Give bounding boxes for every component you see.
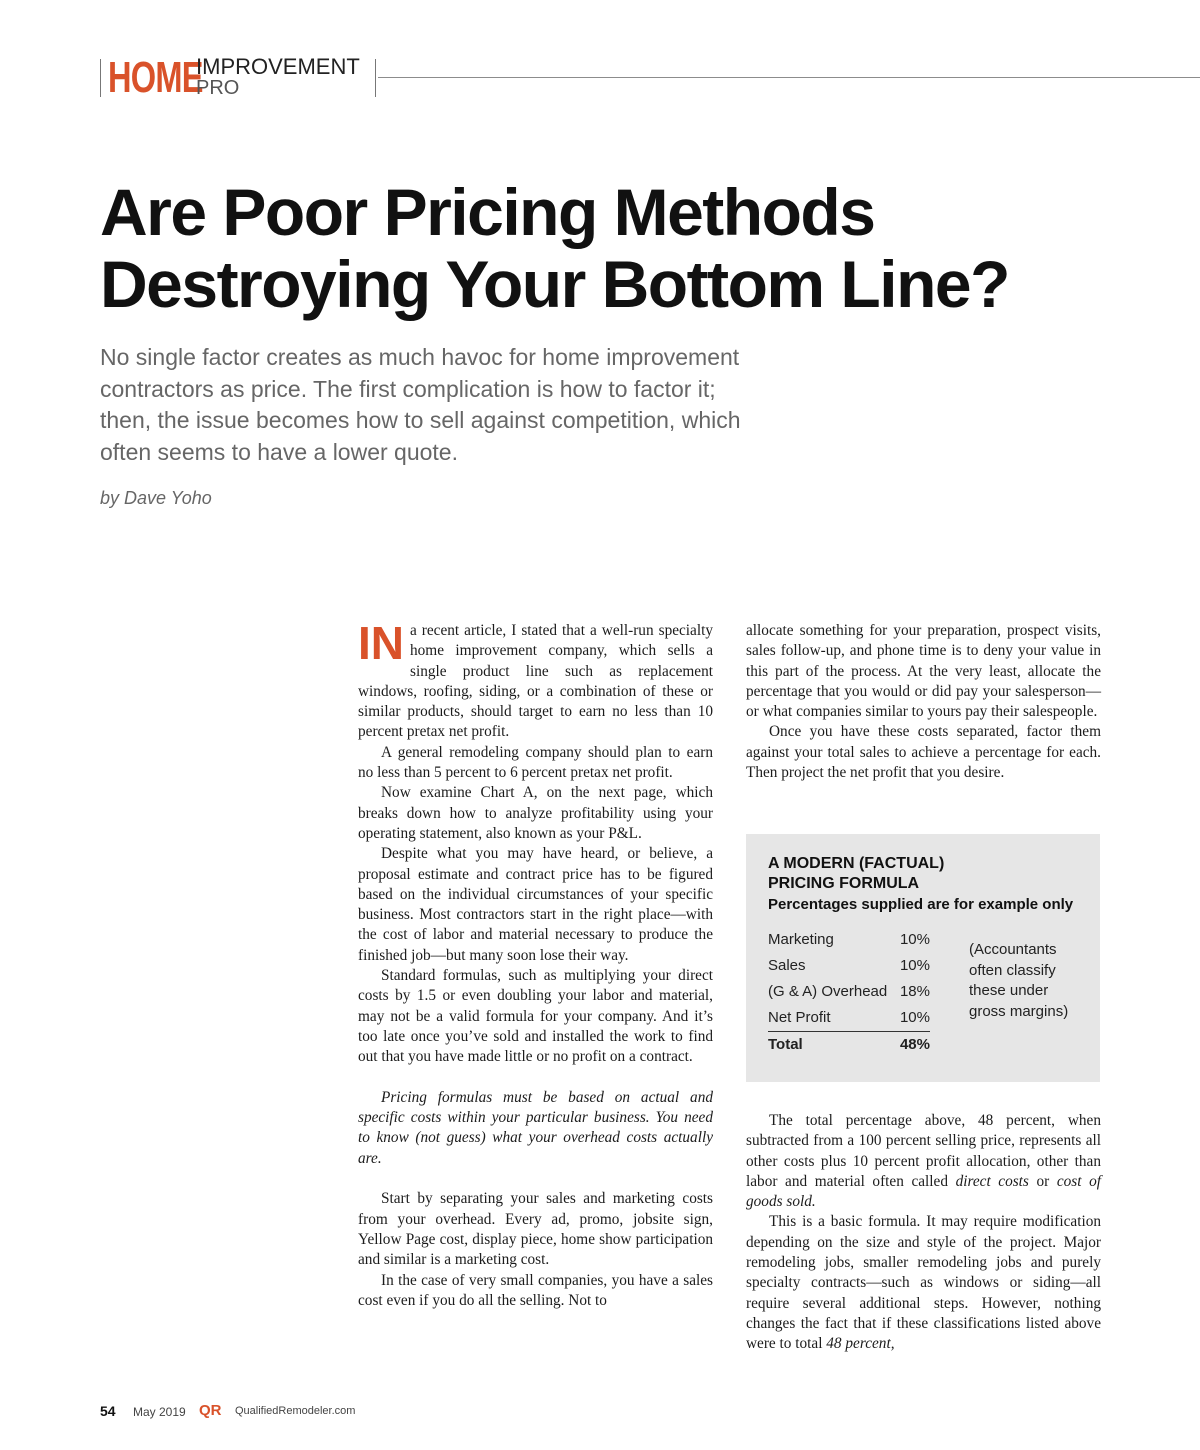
row-value: 10% xyxy=(899,931,930,948)
emphasis-text: cost of goods sold. xyxy=(746,1172,1101,1211)
dek-line: then, the issue becomes how to sell against competition, which xyxy=(100,407,741,433)
issue-date: May 2019 xyxy=(133,1405,186,1419)
paragraph-text: or xyxy=(1028,1172,1057,1190)
byline: by Dave Yoho xyxy=(100,488,212,508)
dek-line: often seems to have a lower quote. xyxy=(100,438,458,465)
body-paragraph: Standard formulas, such as multiplying your direct costs by 1.5 or even doubling your labor and material, may not be a valid formula for your company. And it’s too late once you’ve sold and installed the work to find out that you have made little or no profit on a contract. xyxy=(358,967,713,1066)
header-divider-left xyxy=(100,59,101,97)
title-line: Are Poor Pricing Methods xyxy=(100,175,875,249)
body-paragraph xyxy=(746,1111,1101,1212)
formula-row xyxy=(768,927,930,953)
box-subheading: Percentages supplied are for example only xyxy=(768,896,1074,913)
paragraph-text: The total percentage above, 48 percent, when subtracted from a 100 percent selling price, represents all other costs plus 10 percent profit allocation, other than labor and material often called xyxy=(746,1112,1101,1190)
box-heading-line: PRICING FORMULA xyxy=(768,875,920,892)
body-paragraph: A general remodeling company should plan to earn no less than 5 percent to 6 percent pretax net profit. xyxy=(358,743,713,782)
dek-line: contractors as price. The first complication is how to factor it; xyxy=(100,375,716,402)
pricing-formula-box xyxy=(746,834,1100,1082)
row-value: 10% xyxy=(899,957,930,974)
body-column-right-top xyxy=(746,621,1101,783)
pull-quote: Pricing formulas must be based on actual and specific costs within your particular business. You need to know (not guess) what your overhead costs actually are. xyxy=(358,1088,713,1167)
body-paragraph xyxy=(358,617,713,743)
row-value: 18% xyxy=(899,983,930,1000)
formula-total-row xyxy=(768,1031,930,1058)
drop-cap: IN xyxy=(358,617,404,669)
magazine-header xyxy=(0,55,1200,101)
body-column-right-bottom xyxy=(746,1111,1101,1355)
body-paragraph: Despite what you may have heard, or believe, a proposal estimate and contract price has to be figured based on the individual circumstances of your specific business. Most contractors start in the right place—with the cost of labor and material necessary to produce the finished job—but many soon lose their way. xyxy=(358,845,713,964)
article-title xyxy=(100,176,1150,320)
row-label: Sales xyxy=(768,957,806,974)
emphasis-text: direct costs xyxy=(955,1172,1029,1190)
row-label: Net Profit xyxy=(768,1009,831,1026)
header-divider-right xyxy=(375,59,376,97)
body-paragraph: Start by separating your sales and marketing costs from your overhead. Every ad, promo, jobsite sign, Yellow Page cost, display piece, home show participation and similar is a marketing cost. xyxy=(358,1190,713,1269)
body-paragraph xyxy=(746,1212,1101,1354)
body-paragraph: In the case of very small companies, you have a sales cost even if you do all the selling. Not to xyxy=(358,1271,713,1309)
row-label: (G & A) Overhead xyxy=(768,983,888,1000)
title-line: Destroying Your Bottom Line? xyxy=(100,247,1009,321)
logo-improvement-text: IMPROVEMENT xyxy=(196,54,360,79)
total-label: Total xyxy=(768,1036,803,1053)
website-link[interactable]: QualifiedRemodeler.com xyxy=(235,1405,356,1417)
formula-row xyxy=(768,1005,930,1031)
box-note: (Accountants often classify these under gross margins) xyxy=(969,941,1069,1020)
article-dek xyxy=(100,342,780,468)
formula-row xyxy=(768,953,930,979)
row-label: Marketing xyxy=(768,931,834,948)
emphasis-text: 48 percent, xyxy=(826,1335,895,1353)
box-heading-line: A MODERN (FACTUAL) xyxy=(768,855,945,872)
brand-mark: QR xyxy=(199,1402,222,1419)
header-rule xyxy=(378,77,1200,78)
body-column-left xyxy=(358,617,713,1311)
body-paragraph: Now examine Chart A, on the next page, which breaks down how to analyze profitability using your operating statement, also known as your P&L. xyxy=(358,784,713,842)
body-paragraph: Once you have these costs separated, factor them against your total sales to achieve a percentage for each. Then project the net profit that you desire. xyxy=(746,723,1101,782)
logo-home-text: HOME xyxy=(108,53,203,102)
page-number: 54 xyxy=(100,1403,116,1419)
body-paragraph: allocate something for your preparation, prospect visits, sales follow-up, and phone time is to deny your value in this part of the process. At the very least, allocate the percentage that you would or did pay your salesperson—or what companies similar to yours pay their salespeople. xyxy=(746,622,1101,721)
logo-pro-text: PRO xyxy=(196,77,240,99)
row-value: 10% xyxy=(899,1009,930,1026)
formula-row xyxy=(768,979,930,1005)
paragraph-text: a recent article, I stated that a well-run specialty home improvement company, which sells a single product line such as replacement windows, roofing, siding, or a combination of these or similar products, should target to earn no less than 10 percent pretax net profit. xyxy=(358,622,713,741)
dek-line: No single factor creates as much havoc for home improvement xyxy=(100,344,740,370)
paragraph-text: This is a basic formula. It may require modification depending on the size and style of the project. Major remodeling jobs, smaller remodeling jobs and purely specialty contracts—such as windows or siding—all require several additional steps. However, nothing changes the fact that if these classifications listed above were to total xyxy=(746,1213,1101,1353)
total-value: 48% xyxy=(899,1036,930,1053)
box-heading xyxy=(768,854,944,894)
